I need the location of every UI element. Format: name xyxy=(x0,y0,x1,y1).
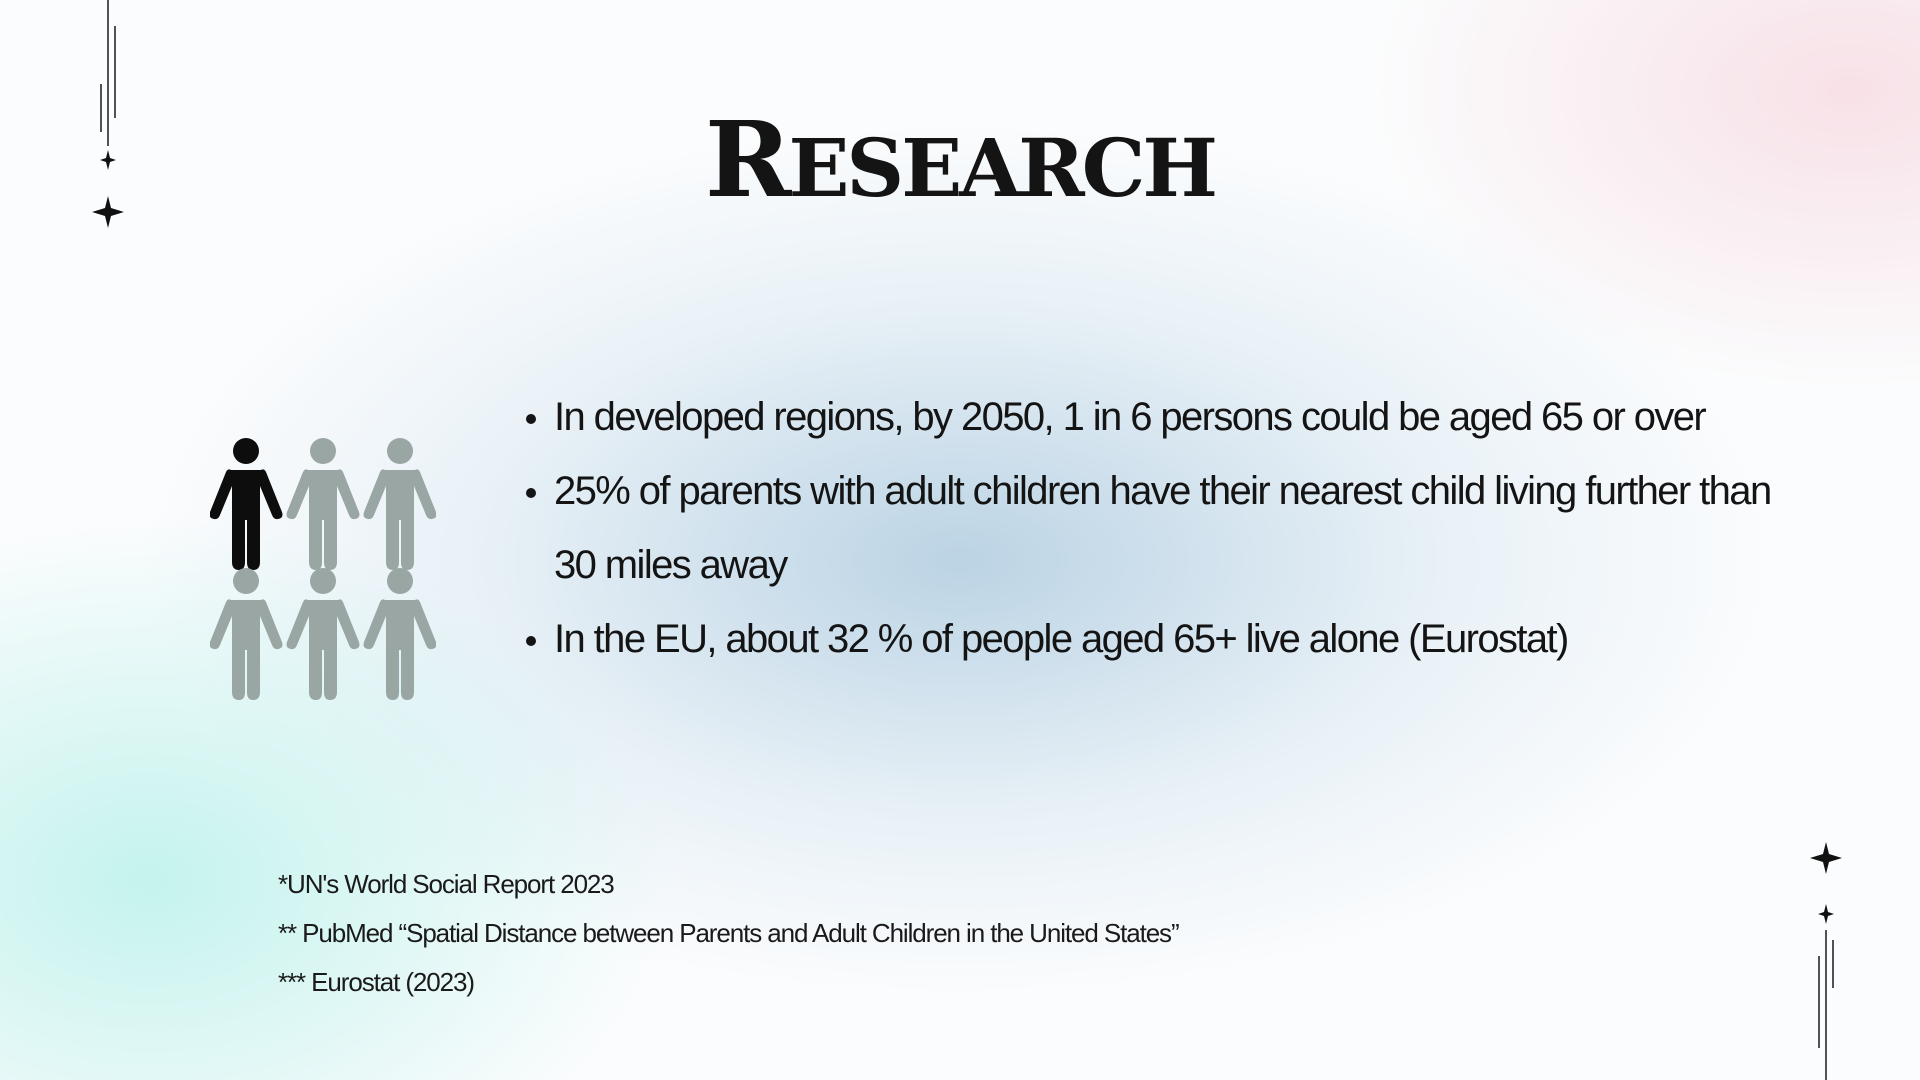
footnote: ** PubMed “Spatial Distance between Parents and Adult Children in the United States” xyxy=(278,918,1179,948)
person-icon xyxy=(287,438,360,570)
sparkle-lines-ornament-bottom-right xyxy=(1806,838,1846,1080)
person-icon xyxy=(210,568,283,700)
page-title xyxy=(0,98,1920,221)
person-icon xyxy=(287,568,360,700)
footnote: *** Eurostat (2023) xyxy=(278,967,474,997)
footnotes xyxy=(278,860,1578,1007)
bullet-item: In the EU, about 32 % of people aged 65+ live alone (Eurostat) xyxy=(520,602,1780,676)
person-icon xyxy=(364,568,437,700)
title-rest: ESEARCH xyxy=(788,121,1215,215)
person-icon xyxy=(364,438,437,570)
research-bullet-list xyxy=(520,380,1780,676)
bullet-item: 25% of parents with adult children have their nearest child living further than 30 miles away xyxy=(520,454,1780,602)
bullet-item: In developed regions, by 2050, 1 in 6 persons could be aged 65 or over xyxy=(520,380,1780,454)
person-highlighted-icon xyxy=(210,438,283,570)
title-initial: R xyxy=(705,98,789,221)
footnote: *UN's World Social Report 2023 xyxy=(278,869,614,899)
people-one-in-six-icon xyxy=(210,436,436,700)
